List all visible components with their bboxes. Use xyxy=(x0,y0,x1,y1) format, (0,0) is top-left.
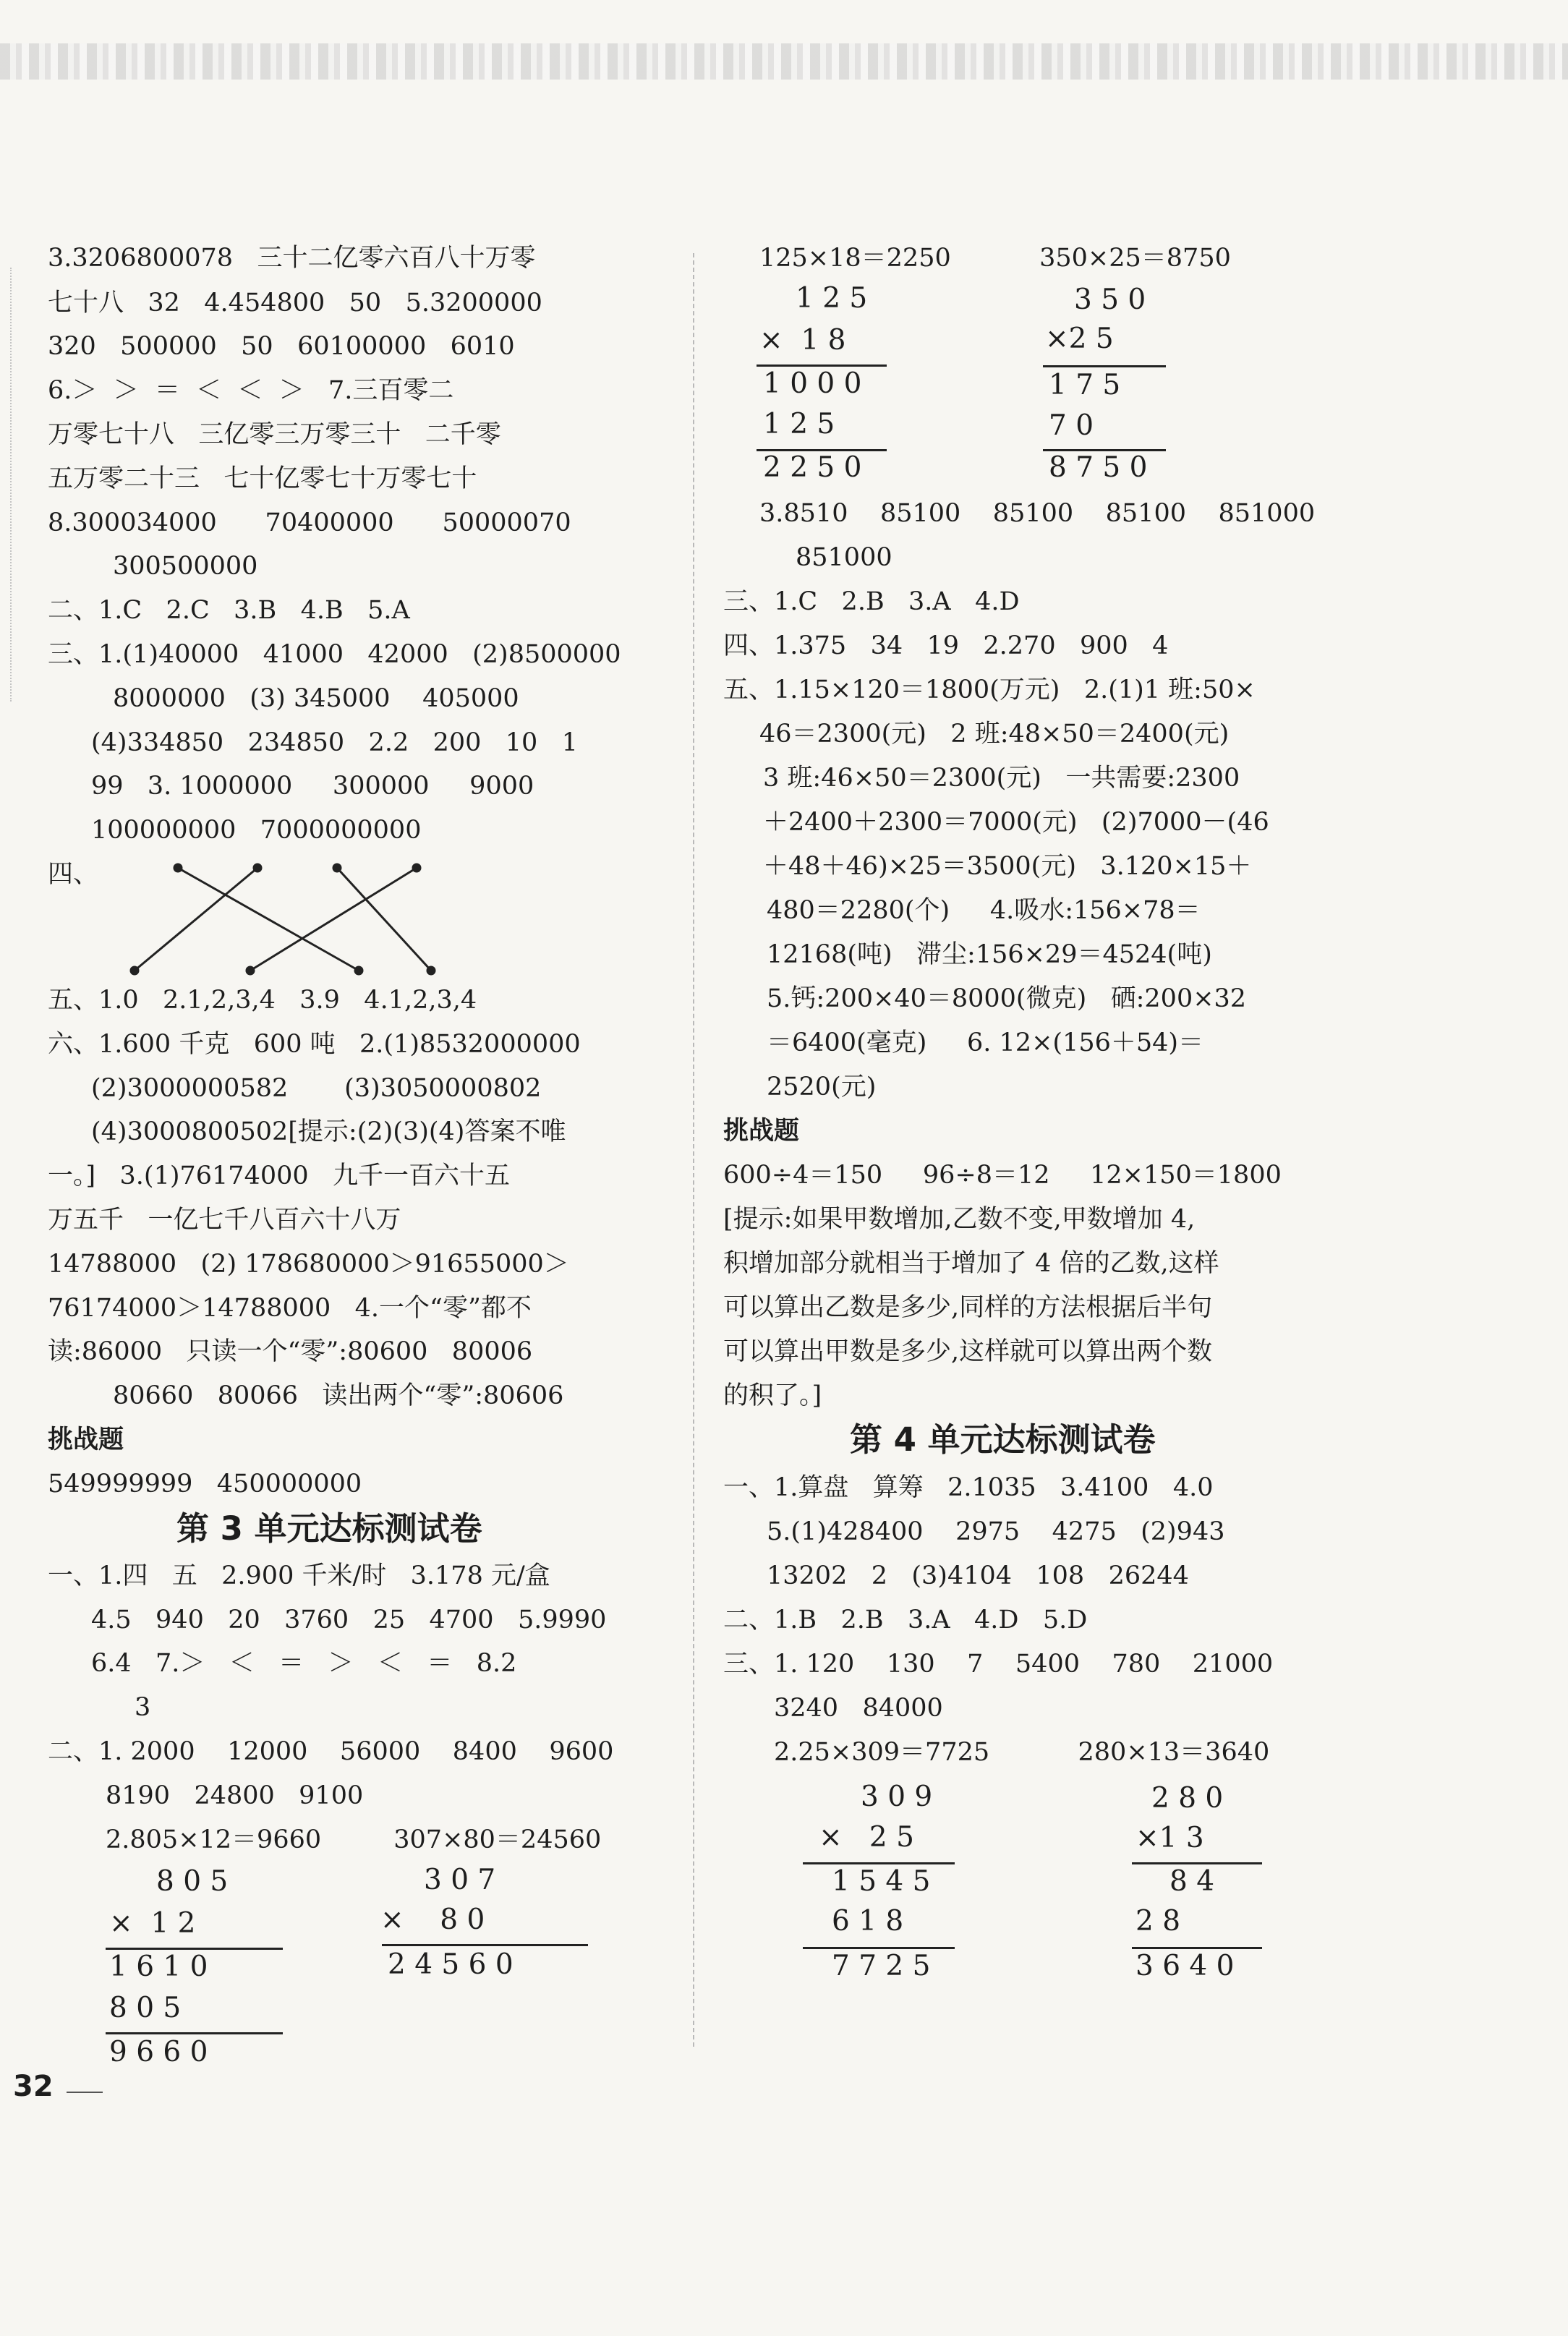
hint-line: 的积了。] xyxy=(723,1381,822,1410)
answer-line: (4)3000800502[提示:(2)(3)(4)答案不唯 xyxy=(91,1117,566,1146)
calc-rule xyxy=(803,1862,955,1864)
answer-line: 100000000 7000000000 xyxy=(91,816,422,845)
calc-rule xyxy=(757,365,887,367)
answer-line: 2520(元) xyxy=(767,1073,877,1101)
section-line: 二、1.C 2.C 3.B 4.B 5.A xyxy=(48,596,410,625)
answer-line: 14788000 (2) 178680000＞91655000＞ xyxy=(48,1250,569,1279)
answer-line: 851000 xyxy=(796,543,892,572)
calc-digits: 2 4 5 6 0 xyxy=(388,1948,514,1981)
answer-line: 13202 2 (3)4104 108 26244 xyxy=(767,1561,1189,1590)
answer-line: 8000000 (3) 345000 405000 xyxy=(113,684,519,713)
hint-line: 积增加部分就相当于增加了 4 倍的乙数,这样 xyxy=(723,1249,1219,1278)
answer-line: 76174000＞14788000 4.一个“零”都不 xyxy=(48,1294,532,1323)
answer-line: 一。] 3.(1)76174000 九千一百六十五 xyxy=(48,1161,511,1190)
calc-digits: 1 5 4 5 xyxy=(832,1865,931,1898)
unit3-heading: 第 3 单元达标测试卷 xyxy=(176,1509,482,1548)
section-line: 六、1.600 千克 600 吨 2.(1)8532000000 xyxy=(48,1030,581,1059)
calc-digits: 3 0 9 xyxy=(861,1781,933,1813)
hint-line: [提示:如果甲数增加,乙数不变,甲数增加 4, xyxy=(723,1205,1196,1234)
calc-rule xyxy=(1043,365,1166,367)
calc-rule xyxy=(803,1947,955,1949)
answer-line: 3.3206800078 三十二亿零六百八十万零 xyxy=(48,244,536,273)
answer-line: 8190 24800 9100 xyxy=(106,1781,364,1810)
answer-line: 12168(吨) 滞尘:156×29＝4524(吨) xyxy=(767,940,1212,969)
answer-line: 480＝2280(个) 4.吸水:156×78＝ xyxy=(767,896,1201,925)
answer-line: 320 500000 50 60100000 6010 xyxy=(48,332,515,361)
calc-digits: 6 1 8 xyxy=(832,1905,904,1938)
calc-digits: × 8 0 xyxy=(380,1904,485,1936)
answer-line: 46＝2300(元) 2 班:48×50＝2400(元) xyxy=(759,720,1230,749)
calc-digits: × 2 5 xyxy=(819,1821,914,1854)
section-line: 五、1.15×120＝1800(万元) 2.(1)1 班:50× xyxy=(723,675,1256,704)
calc-rule xyxy=(382,1944,588,1946)
calc-digits: 8 0 5 xyxy=(109,1992,182,2024)
margin-rule xyxy=(10,268,12,702)
calc-digits: 2 2 5 0 xyxy=(763,451,862,484)
answer-line: 七十八 32 4.454800 50 5.3200000 xyxy=(48,289,542,317)
calc-digits: 7 0 xyxy=(1049,409,1094,442)
calc-digits: 7 7 2 5 xyxy=(832,1950,931,1982)
calc-digits: 1 7 5 xyxy=(1049,369,1121,401)
answer-line: 6.＞ ＞ ＝ ＜ ＜ ＞ 7.三百零二 xyxy=(48,376,454,405)
section-line: 三、1. 120 130 7 5400 780 21000 xyxy=(723,1650,1274,1679)
calc-digits: 2 8 0 xyxy=(1151,1782,1224,1815)
answer-line: 125×18＝2250 350×25＝8750 xyxy=(759,244,1231,273)
calc-digits: ×2 5 xyxy=(1045,323,1114,355)
section-line: 一、1.四 五 2.900 千米/时 3.178 元/盒 xyxy=(48,1561,550,1590)
answer-line: 万零七十八 三亿零三万零三十 二千零 xyxy=(48,420,501,449)
section-line: 五、1.0 2.1,2,3,4 3.9 4.1,2,3,4 xyxy=(48,986,477,1015)
calc-digits: 8 4 xyxy=(1169,1865,1215,1898)
calc-rule xyxy=(106,1948,283,1950)
answer-line: 3 班:46×50＝2300(元) 一共需要:2300 xyxy=(763,764,1240,793)
section-line: 一、1.算盘 算筹 2.1035 3.4100 4.0 xyxy=(723,1473,1214,1502)
matching-lines-diagram xyxy=(120,861,453,976)
calc-rule xyxy=(1132,1862,1262,1864)
challenge-label: 挑战题 xyxy=(48,1425,124,1454)
calc-digits: × 1 2 xyxy=(109,1907,196,1940)
section-line: 二、1.B 2.B 3.A 4.D 5.D xyxy=(723,1606,1088,1634)
calc-digits: ×1 3 xyxy=(1135,1822,1204,1854)
calc-digits: 3 0 7 xyxy=(424,1864,496,1896)
answer-line: 80660 80066 读出两个“零”:80606 xyxy=(113,1381,564,1410)
answer-line: (2)3000000582 (3)3050000802 xyxy=(91,1074,542,1103)
calc-rule xyxy=(106,2032,283,2034)
answer-line: 3.8510 85100 85100 85100 851000 xyxy=(759,499,1316,528)
answer-line: ＋48＋46)×25＝3500(元) 3.120×15＋ xyxy=(763,852,1252,881)
calc-digits: 1 2 5 xyxy=(763,408,835,440)
section-line: 三、1.(1)40000 41000 42000 (2)8500000 xyxy=(48,640,621,669)
answer-line: 读:86000 只读一个“零”:80600 80006 xyxy=(48,1337,533,1366)
answer-line: 五万零二十三 七十亿零七十万零七十 xyxy=(48,464,477,493)
calc-digits: 1 0 0 0 xyxy=(763,367,862,400)
calc-digits: 3 6 4 0 xyxy=(1135,1950,1235,1982)
answer-line: ＝6400(毫克) 6. 12×(156＋54)＝ xyxy=(767,1028,1204,1057)
calc-digits: 8 0 5 xyxy=(156,1865,229,1898)
page-number-rule xyxy=(67,2092,103,2093)
answer-line: 3240 84000 xyxy=(774,1694,943,1723)
section-line: 四、1.375 34 19 2.270 900 4 xyxy=(723,631,1169,660)
challenge-label: 挑战题 xyxy=(723,1117,800,1146)
section-line: 四、 xyxy=(48,860,99,889)
answer-line: 5.钙:200×40＝8000(微克) 硒:200×32 xyxy=(767,984,1247,1013)
calc-digits: 3 5 0 xyxy=(1074,284,1146,316)
calc-digits: 1 2 5 xyxy=(796,282,868,315)
answer-line: (4)334850 234850 2.2 200 10 1 xyxy=(91,728,578,757)
hint-line: 可以算出甲数是多少,这样就可以算出两个数 xyxy=(723,1337,1213,1366)
answer-line: 300500000 xyxy=(113,552,258,581)
column-divider xyxy=(693,253,694,2047)
answer-line: 549999999 450000000 xyxy=(48,1470,362,1499)
calc-rule xyxy=(1132,1947,1262,1949)
calc-digits: 2 8 xyxy=(1135,1905,1181,1938)
answer-line: 2.805×12＝9660 307×80＝24560 xyxy=(106,1825,602,1854)
answer-line: 6.4 7.＞ ＜ ＝ ＞ ＜ ＝ 8.2 xyxy=(91,1649,517,1678)
answer-line: 3 xyxy=(135,1693,151,1722)
calc-digits: × 1 8 xyxy=(759,324,846,357)
answer-line: ＋2400＋2300＝7000(元) (2)7000－(46 xyxy=(763,808,1269,837)
answer-line: 600÷4＝150 96÷8＝12 12×150＝1800 xyxy=(723,1161,1282,1190)
answer-line: 万五千 一亿七千八百六十八万 xyxy=(48,1206,401,1235)
answer-line: 8.300034000 70400000 50000070 xyxy=(48,508,571,537)
calc-digits: 8 7 5 0 xyxy=(1049,451,1148,484)
unit4-heading: 第 4 单元达标测试卷 xyxy=(850,1420,1156,1459)
calc-digits: 1 6 1 0 xyxy=(109,1951,208,1983)
calc-digits: 9 6 6 0 xyxy=(109,2036,208,2068)
page-number: 32 xyxy=(13,2070,54,2103)
section-line: 三、1.C 2.B 3.A 4.D xyxy=(723,587,1020,616)
answer-line: 99 3. 1000000 300000 9000 xyxy=(91,772,534,801)
hint-line: 可以算出乙数是多少,同样的方法根据后半句 xyxy=(723,1293,1213,1322)
answer-line: 2.25×309＝7725 280×13＝3640 xyxy=(774,1738,1270,1767)
answer-line: 5.(1)428400 2975 4275 (2)943 xyxy=(767,1517,1225,1546)
section-line: 二、1. 2000 12000 56000 8400 9600 xyxy=(48,1737,614,1766)
scan-top-band xyxy=(0,43,1568,80)
answer-line: 4.5 940 20 3760 25 4700 5.9990 xyxy=(91,1606,607,1634)
